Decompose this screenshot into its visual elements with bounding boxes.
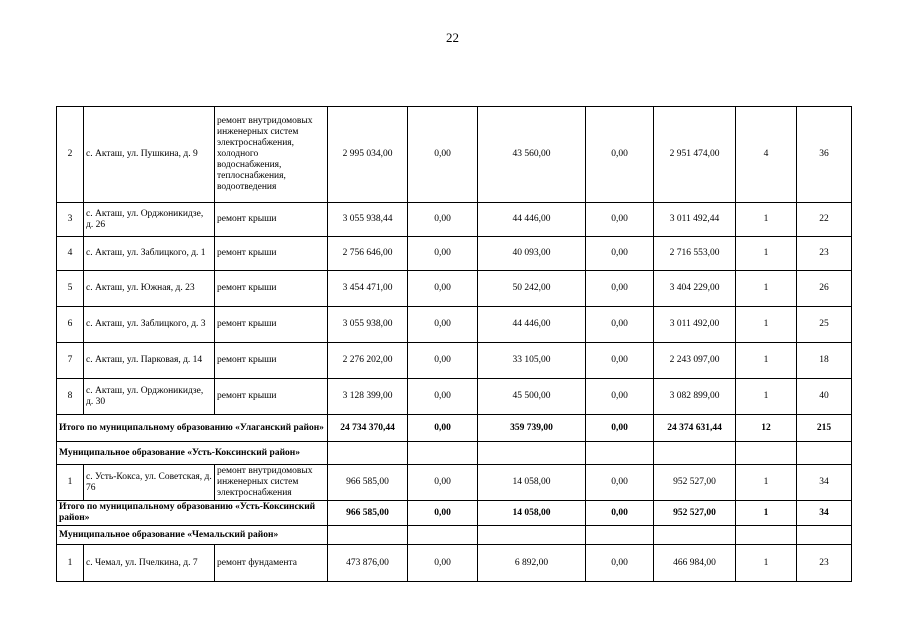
empty-cell (586, 526, 654, 545)
value-cell-c4: 3 011 492,00 (654, 307, 736, 343)
value-cell-c1: 0,00 (408, 465, 478, 501)
value-cell-c2: 40 093,00 (478, 237, 586, 271)
value-cell-c5: 4 (736, 107, 797, 203)
total-cell-c6: 215 (797, 415, 852, 442)
value-cell-c5: 1 (736, 237, 797, 271)
table-row (57, 545, 852, 582)
empty-cell (586, 442, 654, 465)
address-cell: с. Акташ, ул. Парковая, д. 14 (84, 343, 215, 379)
value-cell-c3: 0,00 (586, 107, 654, 203)
total-cell-c4: 24 374 631,44 (654, 415, 736, 442)
total-cell-c5: 12 (736, 415, 797, 442)
value-cell-c3: 0,00 (586, 271, 654, 307)
table-row (57, 107, 852, 203)
empty-cell (654, 442, 736, 465)
total-cell-c5: 1 (736, 501, 797, 526)
value-cell-c4: 3 404 229,00 (654, 271, 736, 307)
empty-cell (736, 442, 797, 465)
row-number-cell: 8 (57, 379, 84, 415)
empty-cell (328, 442, 408, 465)
total-label-cell: Итого по муниципальному образованию «Усть-Коксинский район» (57, 501, 328, 526)
value-cell-c3: 0,00 (586, 465, 654, 501)
table-row (57, 379, 852, 415)
value-cell-c1: 0,00 (408, 107, 478, 203)
address-cell: с. Акташ, ул. Южная, д. 23 (84, 271, 215, 307)
value-cell-c6: 40 (797, 379, 852, 415)
value-cell-c2: 45 500,00 (478, 379, 586, 415)
value-cell-c6: 25 (797, 307, 852, 343)
work-type-cell: ремонт крыши (215, 271, 328, 307)
work-type-cell: ремонт крыши (215, 343, 328, 379)
section-label-cell: Муниципальное образование «Усть-Коксинский район» (57, 442, 328, 465)
value-cell-total: 3 454 471,00 (328, 271, 408, 307)
work-type-cell: ремонт внутридомовых инженерных систем электроснабжения, холодного водоснабжения, теплоснабжения, водоотведения (215, 107, 328, 203)
work-type-cell: ремонт фундамента (215, 545, 328, 582)
value-cell-c2: 6 892,00 (478, 545, 586, 582)
value-cell-c6: 18 (797, 343, 852, 379)
empty-cell (328, 526, 408, 545)
value-cell-total: 2 995 034,00 (328, 107, 408, 203)
total-cell-total: 966 585,00 (328, 501, 408, 526)
section-header-row (57, 526, 852, 545)
value-cell-c1: 0,00 (408, 379, 478, 415)
value-cell-c1: 0,00 (408, 237, 478, 271)
value-cell-c2: 44 446,00 (478, 203, 586, 237)
value-cell-c4: 3 011 492,44 (654, 203, 736, 237)
value-cell-c6: 23 (797, 545, 852, 582)
value-cell-total: 2 276 202,00 (328, 343, 408, 379)
work-type-cell: ремонт крыши (215, 379, 328, 415)
address-cell: с. Акташ, ул. Заблицкого, д. 3 (84, 307, 215, 343)
value-cell-c5: 1 (736, 343, 797, 379)
value-cell-c4: 466 984,00 (654, 545, 736, 582)
value-cell-total: 966 585,00 (328, 465, 408, 501)
row-number-cell: 1 (57, 465, 84, 501)
section-header-row (57, 442, 852, 465)
section-label-cell: Муниципальное образование «Чемальский район» (57, 526, 328, 545)
value-cell-c2: 44 446,00 (478, 307, 586, 343)
empty-cell (478, 526, 586, 545)
work-type-cell: ремонт крыши (215, 237, 328, 271)
total-cell-c1: 0,00 (408, 415, 478, 442)
value-cell-c5: 1 (736, 379, 797, 415)
total-cell-c4: 952 527,00 (654, 501, 736, 526)
value-cell-c2: 43 560,00 (478, 107, 586, 203)
row-number-cell: 3 (57, 203, 84, 237)
value-cell-total: 2 756 646,00 (328, 237, 408, 271)
table-row (57, 343, 852, 379)
value-cell-c5: 1 (736, 307, 797, 343)
value-cell-c3: 0,00 (586, 237, 654, 271)
value-cell-c6: 23 (797, 237, 852, 271)
value-cell-c3: 0,00 (586, 307, 654, 343)
total-row (57, 415, 852, 442)
value-cell-c6: 26 (797, 271, 852, 307)
page-number: 22 (446, 30, 459, 45)
value-cell-c3: 0,00 (586, 203, 654, 237)
work-type-cell: ремонт крыши (215, 203, 328, 237)
value-cell-c5: 1 (736, 465, 797, 501)
empty-cell (736, 526, 797, 545)
value-cell-c3: 0,00 (586, 545, 654, 582)
total-cell-c3: 0,00 (586, 501, 654, 526)
value-cell-c1: 0,00 (408, 203, 478, 237)
row-number-cell: 1 (57, 545, 84, 582)
total-cell-c3: 0,00 (586, 415, 654, 442)
capital-repair-table (56, 106, 852, 582)
row-number-cell: 2 (57, 107, 84, 203)
value-cell-c1: 0,00 (408, 545, 478, 582)
value-cell-c1: 0,00 (408, 271, 478, 307)
value-cell-c6: 36 (797, 107, 852, 203)
address-cell: с. Акташ, ул. Заблицкого, д. 1 (84, 237, 215, 271)
table-row (57, 307, 852, 343)
value-cell-c3: 0,00 (586, 343, 654, 379)
empty-cell (408, 526, 478, 545)
table-row (57, 465, 852, 501)
value-cell-total: 3 055 938,44 (328, 203, 408, 237)
total-cell-c6: 34 (797, 501, 852, 526)
value-cell-total: 3 128 399,00 (328, 379, 408, 415)
value-cell-c6: 22 (797, 203, 852, 237)
value-cell-c6: 34 (797, 465, 852, 501)
table-row (57, 237, 852, 271)
row-number-cell: 7 (57, 343, 84, 379)
total-cell-c1: 0,00 (408, 501, 478, 526)
address-cell: с. Акташ, ул. Орджоникидзе, д. 26 (84, 203, 215, 237)
value-cell-c4: 3 082 899,00 (654, 379, 736, 415)
row-number-cell: 5 (57, 271, 84, 307)
value-cell-total: 473 876,00 (328, 545, 408, 582)
value-cell-c5: 1 (736, 545, 797, 582)
empty-cell (478, 442, 586, 465)
value-cell-c5: 1 (736, 271, 797, 307)
value-cell-c4: 2 951 474,00 (654, 107, 736, 203)
table-row (57, 271, 852, 307)
address-cell: с. Акташ, ул. Пушкина, д. 9 (84, 107, 215, 203)
table-row (57, 203, 852, 237)
value-cell-total: 3 055 938,00 (328, 307, 408, 343)
value-cell-c2: 14 058,00 (478, 465, 586, 501)
work-type-cell: ремонт крыши (215, 307, 328, 343)
value-cell-c2: 50 242,00 (478, 271, 586, 307)
total-cell-total: 24 734 370,44 (328, 415, 408, 442)
value-cell-c1: 0,00 (408, 307, 478, 343)
value-cell-c2: 33 105,00 (478, 343, 586, 379)
value-cell-c4: 2 243 097,00 (654, 343, 736, 379)
row-number-cell: 6 (57, 307, 84, 343)
empty-cell (408, 442, 478, 465)
total-label-cell: Итого по муниципальному образованию «Улаганский район» (57, 415, 328, 442)
total-row (57, 501, 852, 526)
empty-cell (654, 526, 736, 545)
work-type-cell: ремонт внутридомовых инженерных систем электроснабжения (215, 465, 328, 501)
address-cell: с. Усть-Кокса, ул. Советская, д. 76 (84, 465, 215, 501)
empty-cell (797, 526, 852, 545)
address-cell: с. Акташ, ул. Орджоникидзе, д. 30 (84, 379, 215, 415)
value-cell-c1: 0,00 (408, 343, 478, 379)
value-cell-c5: 1 (736, 203, 797, 237)
value-cell-c4: 2 716 553,00 (654, 237, 736, 271)
total-cell-c2: 359 739,00 (478, 415, 586, 442)
empty-cell (797, 442, 852, 465)
value-cell-c4: 952 527,00 (654, 465, 736, 501)
address-cell: с. Чемал, ул. Пчелкина, д. 7 (84, 545, 215, 582)
total-cell-c2: 14 058,00 (478, 501, 586, 526)
row-number-cell: 4 (57, 237, 84, 271)
value-cell-c3: 0,00 (586, 379, 654, 415)
